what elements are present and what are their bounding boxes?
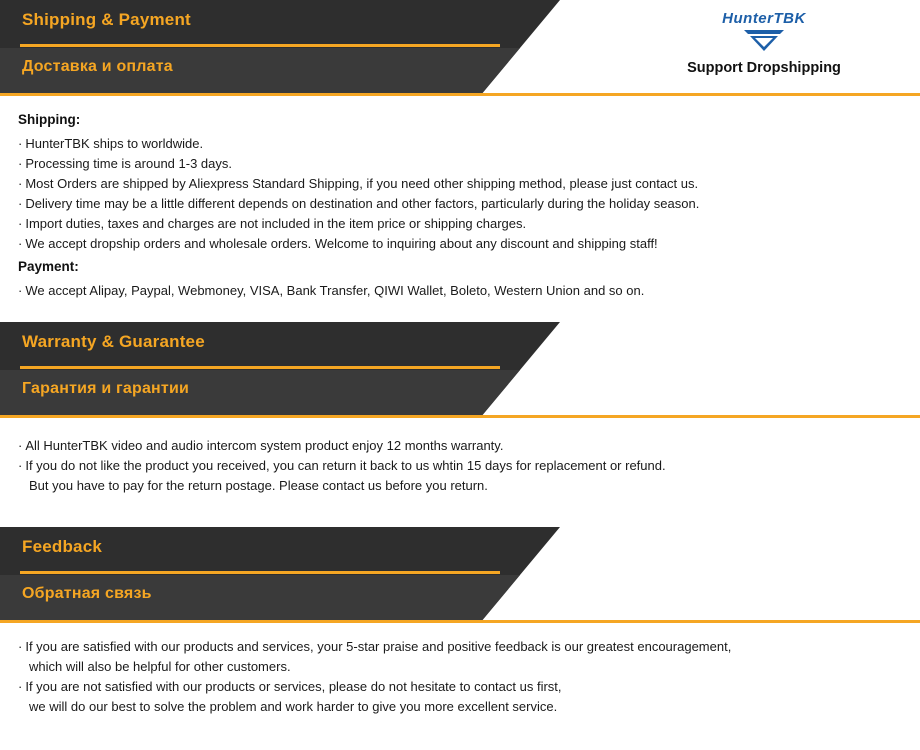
list-item-text: If you are not satisfied with our products or services, please do not hesitate to contact us first,: [25, 679, 562, 694]
list-item-text: Delivery time may be a little different depends on destination and other factors, particularly during the holiday season.: [25, 196, 700, 211]
brand-logo-text: HunterTBK: [722, 10, 806, 27]
list-item-continuation: But you have to pay for the return postage. Please contact us before you return.: [29, 478, 488, 493]
header-accent-rule-bottom: [0, 620, 920, 623]
logo-wrap: [644, 8, 884, 54]
warranty-list: [18, 436, 666, 496]
list-item: [18, 194, 699, 214]
list-item-text: Processing time is around 1-3 days.: [25, 156, 232, 171]
section-header-feedback: [0, 527, 920, 623]
list-item-text: HunterTBK ships to worldwide.: [25, 136, 204, 151]
bullet-dot-icon: ·: [18, 283, 23, 298]
section-title-en: Shipping & Payment: [22, 10, 191, 29]
list-item: [18, 456, 666, 476]
bullet-dot-icon: ·: [18, 196, 23, 211]
bullet-dot-icon: ·: [18, 136, 23, 151]
hunter-tbk-shield-logo-icon: [742, 28, 786, 57]
list-item-text: We accept dropship orders and wholesale orders. Welcome to inquiring about any discount and shipping staff!: [25, 236, 658, 251]
bullet-dot-icon: ·: [18, 156, 23, 171]
shipping-heading: Shipping:: [18, 112, 81, 127]
feedback-list: [18, 637, 731, 717]
header-band: [0, 527, 920, 623]
list-item: [18, 214, 699, 234]
list-item: [18, 174, 699, 194]
list-item-text: If you are satisfied with our products and services, your 5-star praise and positive feedback is our greatest encouragement,: [25, 639, 732, 654]
section-title-ru: Обратная связь: [22, 585, 152, 602]
support-dropshipping-label: Support Dropshipping: [687, 60, 841, 76]
payment-list: [18, 281, 644, 301]
list-item-text: All HunterTBK video and audio intercom system product enjoy 12 months warranty.: [25, 438, 504, 453]
list-item-text: Import duties, taxes and charges are not included in the item price or shipping charges.: [25, 216, 527, 231]
section-header-shipping-payment: [0, 0, 920, 96]
list-item-text: Most Orders are shipped by Aliexpress Standard Shipping, if you need other shipping method, please just contact us.: [25, 176, 699, 191]
brand-area: [644, 8, 884, 76]
bullet-dot-icon: ·: [18, 216, 23, 231]
shipping-list: [18, 134, 699, 254]
section-title-en: Feedback: [22, 537, 103, 556]
list-item: [18, 234, 699, 254]
bullet-dot-icon: ·: [18, 679, 23, 694]
list-item-continuation: which will also be helpful for other customers.: [29, 659, 291, 674]
header-accent-rule-top: [20, 44, 500, 47]
list-item-text: If you do not like the product you received, you can return it back to us whtin 15 days for replacement or refund.: [25, 458, 666, 473]
header-accent-rule-top: [20, 366, 500, 369]
section-title-en: Warranty & Guarantee: [22, 332, 205, 351]
list-item: [18, 281, 644, 301]
list-item: [18, 677, 731, 697]
section-header-warranty-guarantee: [0, 322, 920, 418]
list-item: [18, 154, 699, 174]
bullet-dot-icon: ·: [18, 236, 23, 251]
bullet-dot-icon: ·: [18, 438, 23, 453]
payment-heading: Payment:: [18, 259, 79, 274]
header-accent-rule-top: [20, 571, 500, 574]
list-item-text: We accept Alipay, Paypal, Webmoney, VISA, Bank Transfer, QIWI Wallet, Boleto, Western Union and so on.: [25, 283, 645, 298]
header-accent-rule-bottom: [0, 93, 920, 96]
list-item: [18, 134, 699, 154]
section-title-ru: Гарантия и гарантии: [22, 380, 190, 397]
bullet-dot-icon: ·: [18, 176, 23, 191]
section-title-ru: Доставка и оплата: [22, 58, 173, 75]
bullet-dot-icon: ·: [18, 458, 23, 473]
list-item: [18, 637, 731, 657]
header-accent-rule-bottom: [0, 415, 920, 418]
list-item-continuation: we will do our best to solve the problem and work harder to give you more excellent service.: [29, 699, 558, 714]
bullet-dot-icon: ·: [18, 639, 23, 654]
list-item: [18, 436, 666, 456]
